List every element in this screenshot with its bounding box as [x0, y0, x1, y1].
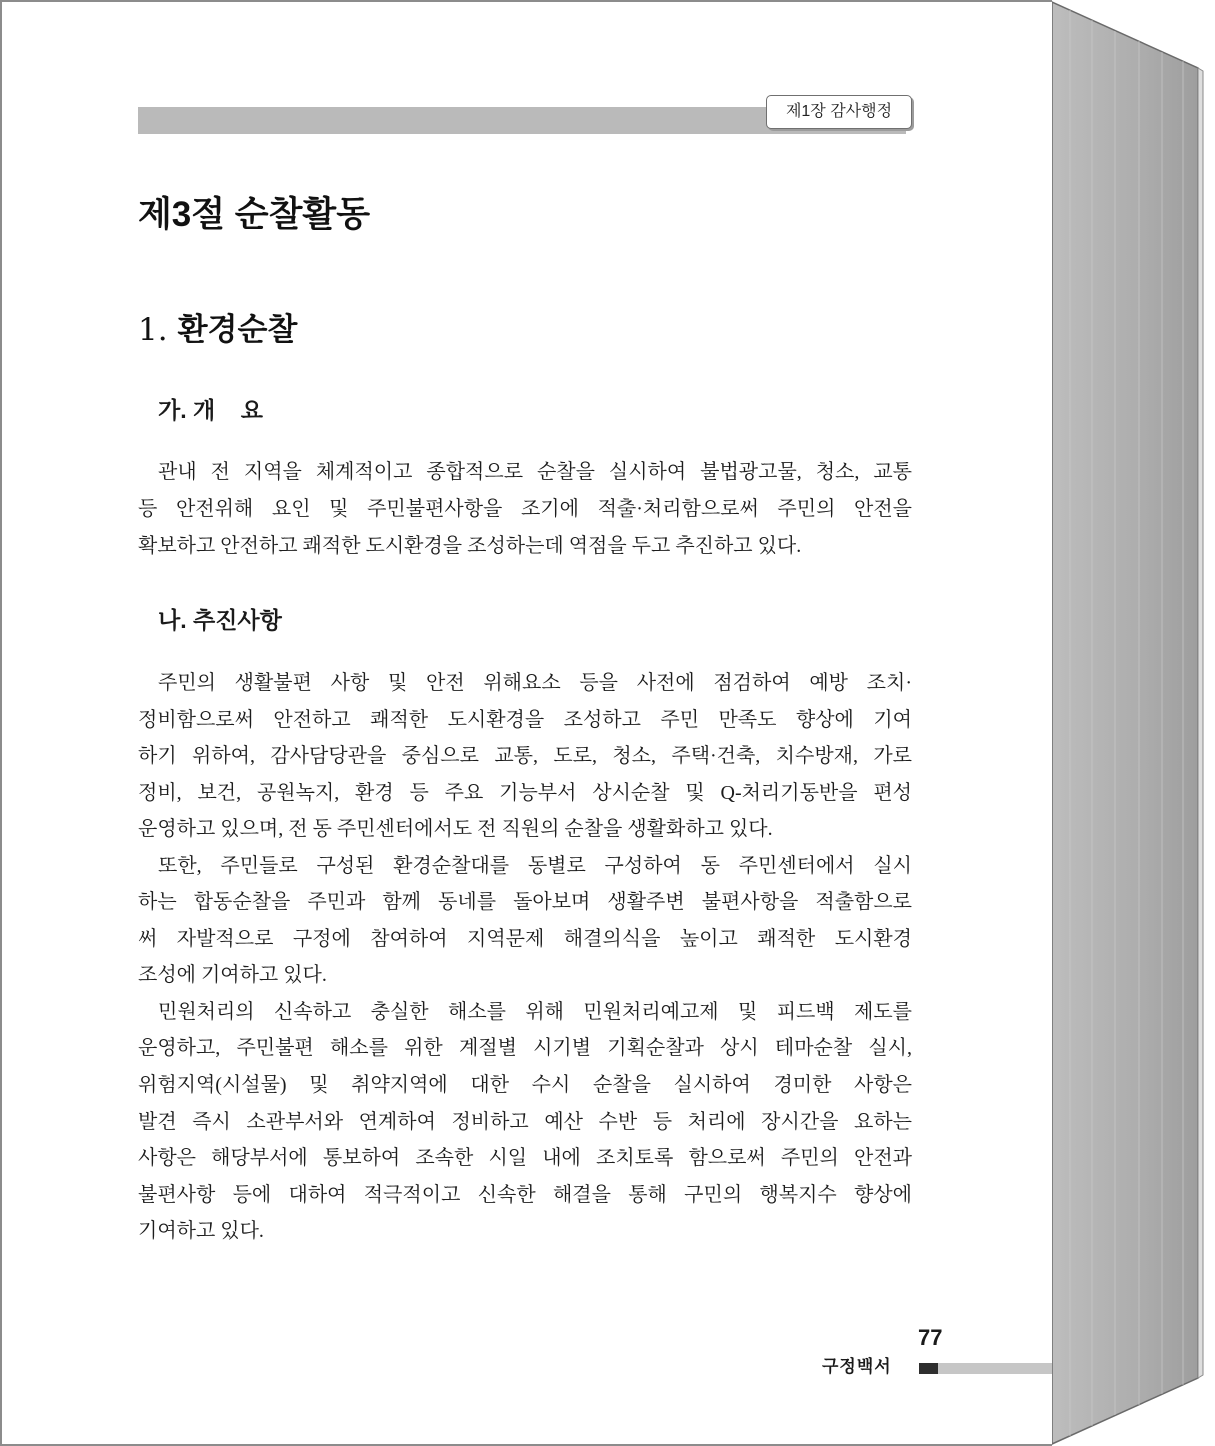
page-edge-face [1052, 2, 1198, 1444]
text-line: 위험지역(시설물) 및 취약지역에 대한 수시 순찰을 실시하여 경미한 사항은 [138, 1074, 912, 1097]
text-line: 써 자발적으로 구정에 참여하여 지역문제 해결의식을 높이고 쾌적한 도시환경 [138, 927, 912, 950]
paragraph [138, 665, 912, 848]
text-line: 등 안전위해 요인 및 주민불편사항을 조기에 적출·처리함으로써 주민의 안전을 [138, 498, 912, 520]
item-heading-actions: 나. 추진사항 [158, 607, 282, 633]
text-line: 관내 전 지역을 체계적이고 종합적으로 순찰을 실시하여 불법광고물, 청소, 교통 [158, 461, 912, 483]
book-page-edge [1052, 0, 1215, 1446]
page-number: 77 [918, 1325, 943, 1350]
subsection-number: 1. [138, 312, 168, 348]
paragraph [138, 848, 912, 994]
item-heading-overview: 가. 개 요 [158, 397, 263, 423]
text-line: 하는 합동순찰을 주민과 함께 동네를 돌아보며 생활주변 불편사항을 적출함으로 [138, 891, 912, 914]
section-title: 제3절 순찰활동 [138, 195, 371, 234]
page-edge-rim [1198, 68, 1203, 1378]
text-line: 또한, 주민들로 구성된 환경순찰대를 동별로 구성하여 동 주민센터에서 실시 [158, 854, 912, 877]
publication-title: 구정백서 [822, 1357, 892, 1376]
actions-body [138, 665, 912, 1250]
text-line: 불편사항 등에 대하여 적극적이고 신속한 해결을 통해 구민의 행복지수 향상에 [138, 1183, 912, 1206]
text-line: 정비, 보건, 공원녹지, 환경 등 주요 기능부서 상시순찰 및 Q-처리기동반을 편성 [138, 781, 912, 804]
subsection-label: 환경순찰 [177, 312, 298, 348]
text-line: 하기 위하여, 감사담당관을 중심으로 교통, 도로, 청소, 주택·건축, 치수방재, 가로 [138, 745, 912, 768]
text-line: 운영하고 있으며, 전 동 주민센터에서도 전 직원의 순찰을 생활화하고 있다. [138, 818, 773, 841]
paragraph [138, 994, 912, 1250]
paragraph [138, 454, 912, 565]
text-line: 사항은 해당부서에 통보하여 조속한 시일 내에 조치토록 함으로써 주민의 안전과 [138, 1147, 912, 1170]
text-line: 확보하고 안전하고 쾌적한 도시환경을 조성하는데 역점을 두고 추진하고 있다. [138, 535, 802, 557]
text-line: 기여하고 있다. [138, 1220, 264, 1243]
footer-marker [919, 1363, 938, 1374]
text-line: 운영하고, 주민불편 해소를 위한 계절별 시기별 기획순찰과 상시 테마순찰 실시, [138, 1037, 912, 1060]
text-line: 주민의 생활불편 사항 및 안전 위해요소 등을 사전에 점검하여 예방 조치· [158, 672, 912, 694]
chapter-tab: 제1장 감사행정 [766, 95, 912, 129]
text-line: 발견 즉시 소관부서와 연계하여 정비하고 예산 수반 등 처리에 장시간을 요하는 [138, 1110, 912, 1133]
subsection-title [138, 310, 297, 350]
overview-body [138, 454, 912, 565]
text-line: 조성에 기여하고 있다. [138, 964, 327, 987]
footer-bar [938, 1363, 1052, 1374]
text-line: 정비함으로써 안전하고 쾌적한 도시환경을 조성하고 주민 만족도 향상에 기여 [138, 708, 912, 731]
text-line: 민원처리의 신속하고 충실한 해소를 위해 민원처리예고제 및 피드백 제도를 [158, 1000, 912, 1023]
